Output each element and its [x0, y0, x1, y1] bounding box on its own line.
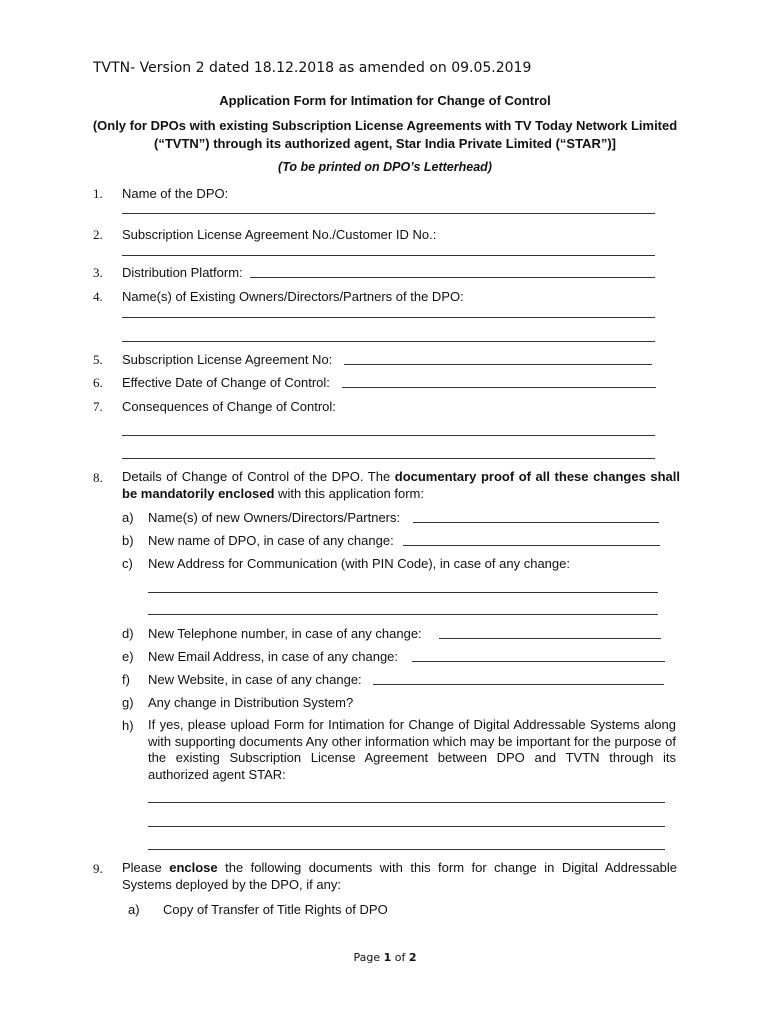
other-information-label: If yes, please upload Form for Intimation for Change of Digital Addressable Systems along with supporting documents Any other information which may be important for the purpose of the existing Subscription License Agreement between DPO and TVTN through its authorized agent STAR: [148, 717, 676, 782]
letterhead-note: (To be printed on DPO’s Letterhead) [278, 160, 492, 174]
existing-owners-label: Name(s) of Existing Owners/Directors/Partners of the DPO: [122, 289, 464, 304]
consequences-label: Consequences of Change of Control: [122, 399, 336, 414]
item-number: 5. [93, 352, 103, 367]
new-telephone-field[interactable] [439, 638, 661, 639]
new-owners-field[interactable] [413, 522, 659, 523]
page-number: Page 1 of 2 [353, 951, 417, 964]
item-number: 2. [93, 227, 103, 242]
item-number: 7. [93, 399, 103, 414]
agreement-no-field[interactable] [344, 364, 652, 365]
distribution-platform-field[interactable] [250, 277, 655, 278]
other-information-field-line2[interactable] [148, 826, 665, 827]
form-title: Application Form for Intimation for Change of Control [219, 93, 551, 108]
sub-item-letter: f) [122, 672, 130, 687]
agreement-no-label: Subscription License Agreement No: [122, 352, 333, 367]
sub-item-letter: a) [122, 510, 134, 525]
distribution-platform-label: Distribution Platform: [122, 265, 243, 280]
consequences-field-line1[interactable] [122, 435, 655, 436]
sub-item-letter: c) [122, 556, 133, 571]
item-number: 4. [93, 289, 103, 304]
form-subtitle-line1: (Only for DPOs with existing Subscription License Agreements with TV Today Network Limited [92, 118, 678, 133]
new-email-label: New Email Address, in case of any change: [148, 649, 399, 664]
other-information-field-line3[interactable] [148, 849, 665, 850]
form-subtitle-line2: (“TVTN”) through its authorized agent, Star India Private Limited (“STAR”)] [154, 136, 616, 151]
item-number: 6. [93, 375, 103, 390]
effective-date-field[interactable] [342, 387, 656, 388]
effective-date-label: Effective Date of Change of Control: [122, 375, 330, 390]
change-details-intro: Details of Change of Control of the DPO. The documentary proof of all these changes shall be mandatorily enclosed with this application form: [122, 469, 680, 501]
new-telephone-label: New Telephone number, in case of any change: [148, 626, 422, 641]
existing-owners-field-line1[interactable] [122, 317, 655, 318]
new-website-field[interactable] [373, 684, 664, 685]
dpo-name-field[interactable] [122, 213, 655, 214]
transfer-title-rights-label: Copy of Transfer of Title Rights of DPO [163, 902, 388, 917]
sub-item-letter: b) [122, 533, 134, 548]
new-address-label: New Address for Communication (with PIN Code), in case of any change: [148, 556, 570, 571]
new-dpo-name-field[interactable] [403, 545, 660, 546]
sub-item-letter: h) [122, 718, 134, 733]
existing-owners-field-line2[interactable] [122, 341, 655, 342]
new-address-field-line1[interactable] [148, 592, 658, 593]
dpo-name-label: Name of the DPO: [122, 186, 229, 201]
sub-item-letter: g) [122, 695, 134, 710]
agreement-customer-id-field[interactable] [122, 255, 655, 256]
sub-item-letter: e) [122, 649, 134, 664]
consequences-field-line2[interactable] [122, 458, 655, 459]
agreement-customer-id-label: Subscription License Agreement No./Customer ID No.: [122, 227, 437, 242]
sub-item-letter: d) [122, 626, 134, 641]
item-number: 1. [93, 186, 103, 201]
item-number: 8. [93, 470, 103, 485]
new-email-field[interactable] [412, 661, 665, 662]
version-note: TVTN- Version 2 dated 18.12.2018 as amended on 09.05.2019 [93, 60, 532, 76]
new-website-label: New Website, in case of any change: [148, 672, 362, 687]
item-number: 9. [93, 861, 103, 876]
new-address-field-line2[interactable] [148, 614, 658, 615]
enclose-documents-intro: Please enclose the following documents with this form for change in Digital Addressable Systems deployed by the DPO, if any: [122, 860, 677, 892]
sub-item-letter: a) [128, 902, 140, 917]
new-dpo-name-label: New name of DPO, in case of any change: [148, 533, 394, 548]
new-owners-label: Name(s) of new Owners/Directors/Partners: [148, 510, 401, 525]
other-information-field-line1[interactable] [148, 802, 665, 803]
item-number: 3. [93, 265, 103, 280]
distribution-system-change-label: Any change in Distribution System? [148, 695, 354, 710]
